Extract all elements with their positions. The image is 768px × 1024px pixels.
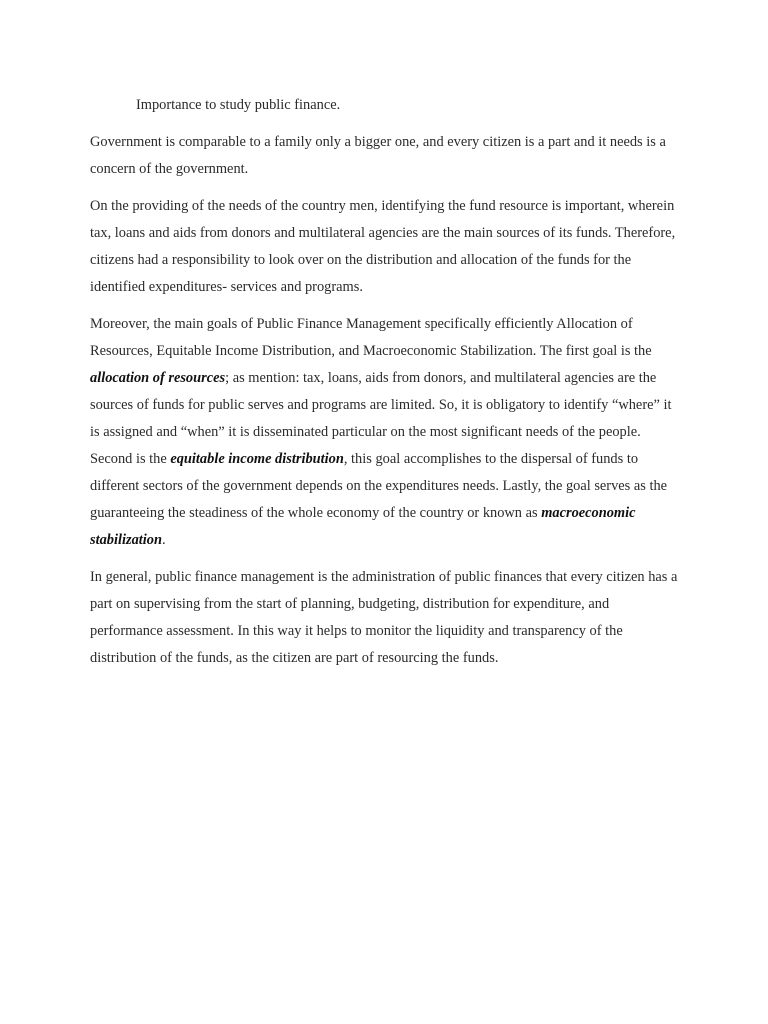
paragraph-conclusion: In general, public finance management is the administration of public finances that every citizen has a part on supervising from the start of planning, budgeting, distribution for expenditure, and performance assessment. In this way it helps to monitor the liquidity and transparency of the distribution of the funds, as the citizen are part of resourcing the funds. (90, 569, 678, 666)
paragraph-fund-resources: On the providing of the needs of the country men, identifying the fund resource is important, wherein tax, loans and aids from donors and multilateral agencies are the main sources of its funds. Therefore, citizens had a responsibility to look over on the distribution and allocation of the funds for the identified expenditures- services and programs. (90, 198, 676, 295)
emphasis-equitable-income-distribution: equitable income distribution (170, 451, 344, 467)
document-body (90, 92, 680, 682)
goals-text-4: . (161, 532, 166, 548)
emphasis-allocation-of-resources: allocation of resources (90, 370, 226, 386)
goals-text-2: ; as mention: tax, loans, aids from donors, and multilateral agencies are the sources of funds for public serves and programs are limited. So, it is obligatory to identify “where” it is assigned and “when” it is disseminated particular on the most significant needs of the people. Second is the (90, 370, 672, 467)
paragraph-main-goals (90, 311, 680, 554)
paragraph-government-family: Government is comparable to a family only a bigger one, and every citizen is a part and it needs is a concern of the government. (90, 134, 666, 177)
goals-text-1: Moreover, the main goals of Public Finance Management specifically efficiently Allocation of Resources, Equitable Income Distribution, and Macroeconomic Stabilization. The first goal is the (90, 316, 652, 359)
emphasis-macroeconomic-stabilization: macroeconomic stabilization (90, 505, 636, 548)
goals-text-3: , this goal accomplishes to the dispersal of funds to different sectors of the government depends on the expenditures needs. Lastly, the goal serves as the guaranteeing the steadiness of the whole economy of the country or known as (90, 451, 668, 521)
document-title: Importance to study public finance. (136, 97, 341, 113)
